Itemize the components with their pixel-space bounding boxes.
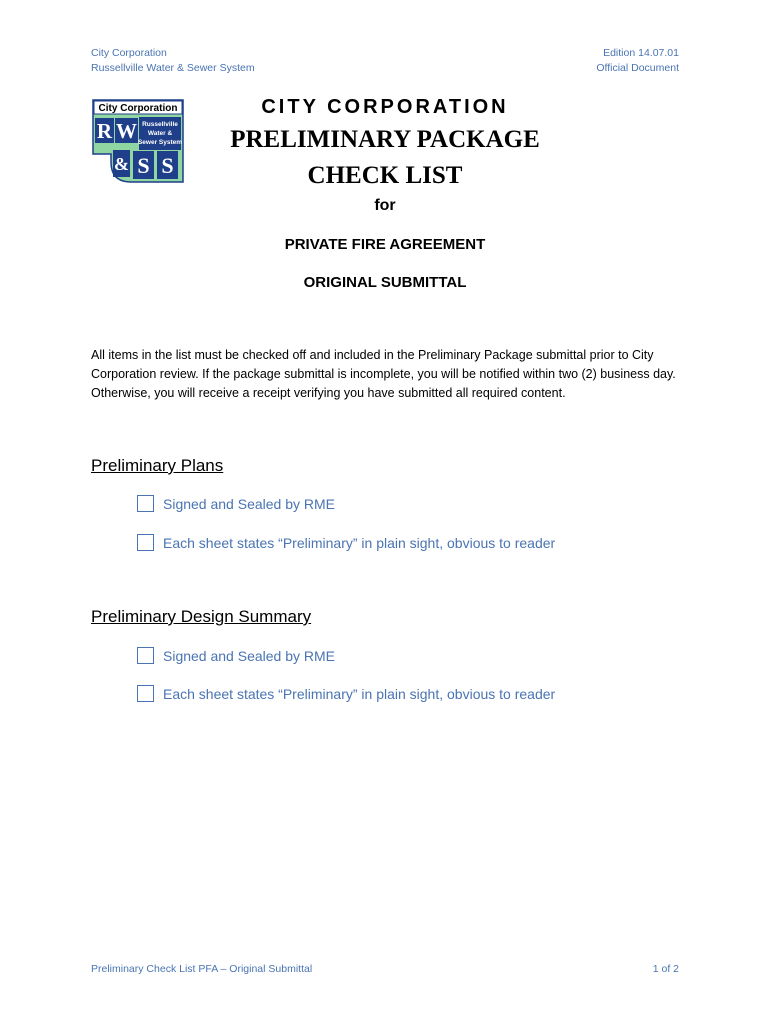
section-heading-preliminary-plans: Preliminary Plans <box>91 456 224 475</box>
checkbox[interactable] <box>137 647 154 664</box>
checklist-item-label: Each sheet states “Preliminary” in plain sight, obvious to reader <box>163 534 556 551</box>
logo-letter-w: W <box>116 119 137 143</box>
footer-title: Preliminary Check List PFA – Original Submittal <box>91 963 313 975</box>
header-doc-type: Official Document <box>596 62 679 74</box>
checkbox[interactable] <box>137 685 154 702</box>
subtitle-for: for <box>374 197 396 214</box>
checkbox[interactable] <box>137 534 154 551</box>
checkbox[interactable] <box>137 495 154 512</box>
header-edition-number: Edition 14.07.01 <box>603 47 679 59</box>
header-org-line2: Russellville Water & Sewer System <box>91 62 255 74</box>
checklist-item[interactable] <box>137 685 555 702</box>
logo-letter-s1: S <box>137 153 150 178</box>
checklist-item-label: Signed and Sealed by RME <box>163 495 335 512</box>
header-org <box>91 46 255 76</box>
logo-ampersand: & <box>114 154 129 174</box>
title-line-2 <box>0 162 770 190</box>
logo-letter-s2: S <box>161 153 174 178</box>
checklist-item[interactable] <box>137 495 335 512</box>
logo-side-text-1: Russellville <box>142 121 178 128</box>
section-heading-preliminary-design-summary: Preliminary Design Summary <box>91 607 312 626</box>
logo-side-text-3: Sewer System <box>137 139 183 146</box>
subtitle-submittal: ORIGINAL SUBMITTAL <box>303 274 467 291</box>
title-line-2-text: CHECK LIST <box>307 162 463 189</box>
logo-side-text-2: Water & <box>147 130 173 137</box>
checklist-item-label: Each sheet states “Preliminary” in plain sight, obvious to reader <box>163 685 556 702</box>
checklist-item[interactable] <box>137 647 335 664</box>
logo-letter-r: R <box>96 119 113 143</box>
subtitle-agreement: PRIVATE FIRE AGREEMENT <box>284 236 486 253</box>
header-edition <box>596 46 679 76</box>
header-org-line1: City Corporation <box>91 47 167 59</box>
checklist-item-label: Signed and Sealed by RME <box>163 647 335 664</box>
title-line-1 <box>0 126 770 154</box>
logo-top-text: City Corporation <box>98 103 178 114</box>
org-name-text: CITY CORPORATION <box>261 96 509 118</box>
checklist-item[interactable] <box>137 534 555 551</box>
org-name-heading <box>0 96 770 119</box>
page-number: 1 of 2 <box>652 963 679 975</box>
title-line-1-text: PRELIMINARY PACKAGE <box>230 126 540 153</box>
intro-paragraph: All items in the list must be checked off and included in the Preliminary Package submittal prior to City Corporation review. If the package submittal is incomplete, you will be notified within two (2) business day. Otherwise, you will receive a receipt verifying you have submitted all required content. <box>91 348 676 400</box>
